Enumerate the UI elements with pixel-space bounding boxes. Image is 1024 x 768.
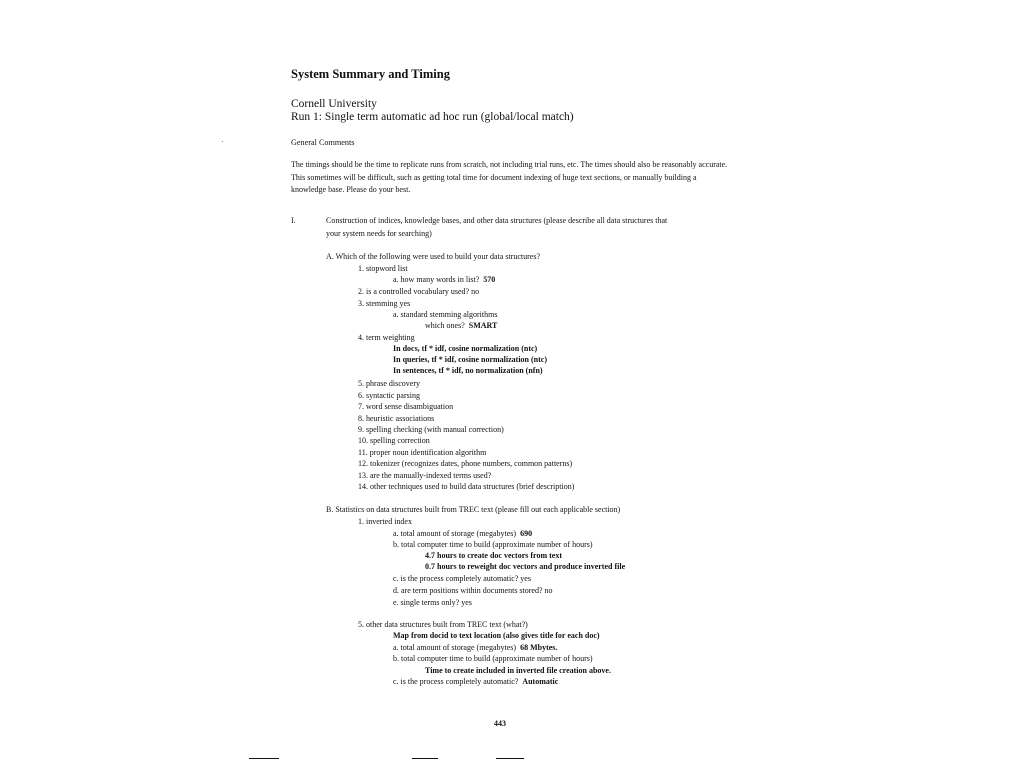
section-i-text-1: Construction of indices, knowledge bases, and other data structures (please describe all data structures that [326, 216, 668, 225]
b-item-5c [393, 677, 558, 686]
b-item-1b-line-1: 4.7 hours to create doc vectors from text [425, 551, 562, 560]
b-item-5c-value: Automatic [522, 677, 559, 686]
a-item-6: 6. syntactic parsing [358, 391, 420, 400]
a-item-4-sentences: In sentences, tf * idf, no normalization (nfn) [393, 366, 543, 375]
a-item-3: 3. stemming yes [358, 299, 411, 308]
section-i-text-2: your system needs for searching) [326, 229, 432, 238]
a-item-9: 9. spelling checking (with manual correction) [358, 425, 504, 434]
b-item-1c: c. is the process completely automatic? yes [393, 574, 531, 583]
a-item-1a-value: 570 [483, 275, 496, 284]
a-item-1a-question: a. how many words in list? [393, 275, 480, 284]
b-item-5b: b. total computer time to build (approximate number of hours) [393, 654, 593, 663]
page-number: 443 [494, 719, 506, 728]
a-item-3a-question: which ones? [425, 321, 465, 330]
b-item-1a-question: a. total amount of storage (megabytes) [393, 529, 517, 538]
b-item-5-description: Map from docid to text location (also gives title for each doc) [393, 631, 600, 640]
section-i-number: I. [291, 216, 296, 225]
b-item-1d: d. are term positions within documents stored? no [393, 586, 553, 595]
run-description: Run 1: Single term automatic ad hoc run (global/local match) [291, 111, 574, 123]
scan-edge-line-1 [249, 758, 279, 759]
b-item-5b-answer: Time to create included in inverted file creation above. [425, 666, 611, 675]
scan-edge-line-2 [412, 758, 438, 759]
a-item-3a: a. standard stemming algorithms [393, 310, 498, 319]
section-b-heading: B. Statistics on data structures built from TREC text (please fill out each applicable section) [326, 505, 621, 514]
b-item-1e: e. single terms only? yes [393, 598, 472, 607]
a-item-2: 2. is a controlled vocabulary used? no [358, 287, 480, 296]
a-item-12: 12. tokenizer (recognizes dates, phone numbers, common patterns) [358, 459, 573, 468]
a-item-3a-value: SMART [468, 321, 498, 330]
a-item-1: 1. stopword list [358, 264, 408, 273]
section-a-heading: A. Which of the following were used to build your data structures? [326, 252, 541, 261]
scan-speck [222, 141, 223, 142]
a-item-8: 8. heuristic associations [358, 414, 435, 423]
b-item-5c-question: c. is the process completely automatic? [393, 677, 519, 686]
page-title: System Summary and Timing [291, 67, 450, 81]
b-item-1b-line-2: 0.7 hours to reweight doc vectors and produce inverted file [425, 562, 626, 571]
b-item-1a-value: 690 [520, 529, 533, 538]
a-item-10: 10. spelling correction [358, 436, 430, 445]
b-item-1a [393, 529, 532, 538]
a-item-5: 5. phrase discovery [358, 379, 420, 388]
a-item-14: 14. other techniques used to build data structures (brief description) [358, 482, 575, 491]
a-item-3a-which [425, 321, 497, 330]
b-item-5a [393, 643, 557, 652]
scan-edge-line-3 [496, 758, 524, 759]
a-item-7: 7. word sense disambiguation [358, 402, 454, 411]
a-item-4-docs: In docs, tf * idf, cosine normalization (ntc) [393, 344, 538, 353]
a-item-1a [393, 275, 495, 284]
general-comments-heading: General Comments [291, 138, 355, 147]
a-item-4: 4. term weighting [358, 333, 415, 342]
institution: Cornell University [291, 98, 377, 110]
b-item-5: 5. other data structures built from TREC text (what?) [358, 620, 528, 629]
general-comments-paragraph: The timings should be the time to replicate runs from scratch, not including trial runs, etc. The times should also be reasonably accurate. This sometimes will be difficult, such as getting total time for document indexing of huge text sections, or manually building a knowledge base. Please do your best. [291, 160, 728, 194]
b-item-5a-value: 68 Mbytes. [520, 643, 558, 652]
a-item-11: 11. proper noun identification algorithm [358, 448, 487, 457]
b-item-5a-question: a. total amount of storage (megabytes) [393, 643, 517, 652]
a-item-13: 13. are the manually-indexed terms used? [358, 471, 492, 480]
b-item-1: 1. inverted index [358, 517, 412, 526]
a-item-4-queries: In queries, tf * idf, cosine normalization (ntc) [393, 355, 547, 364]
b-item-1b: b. total computer time to build (approximate number of hours) [393, 540, 593, 549]
